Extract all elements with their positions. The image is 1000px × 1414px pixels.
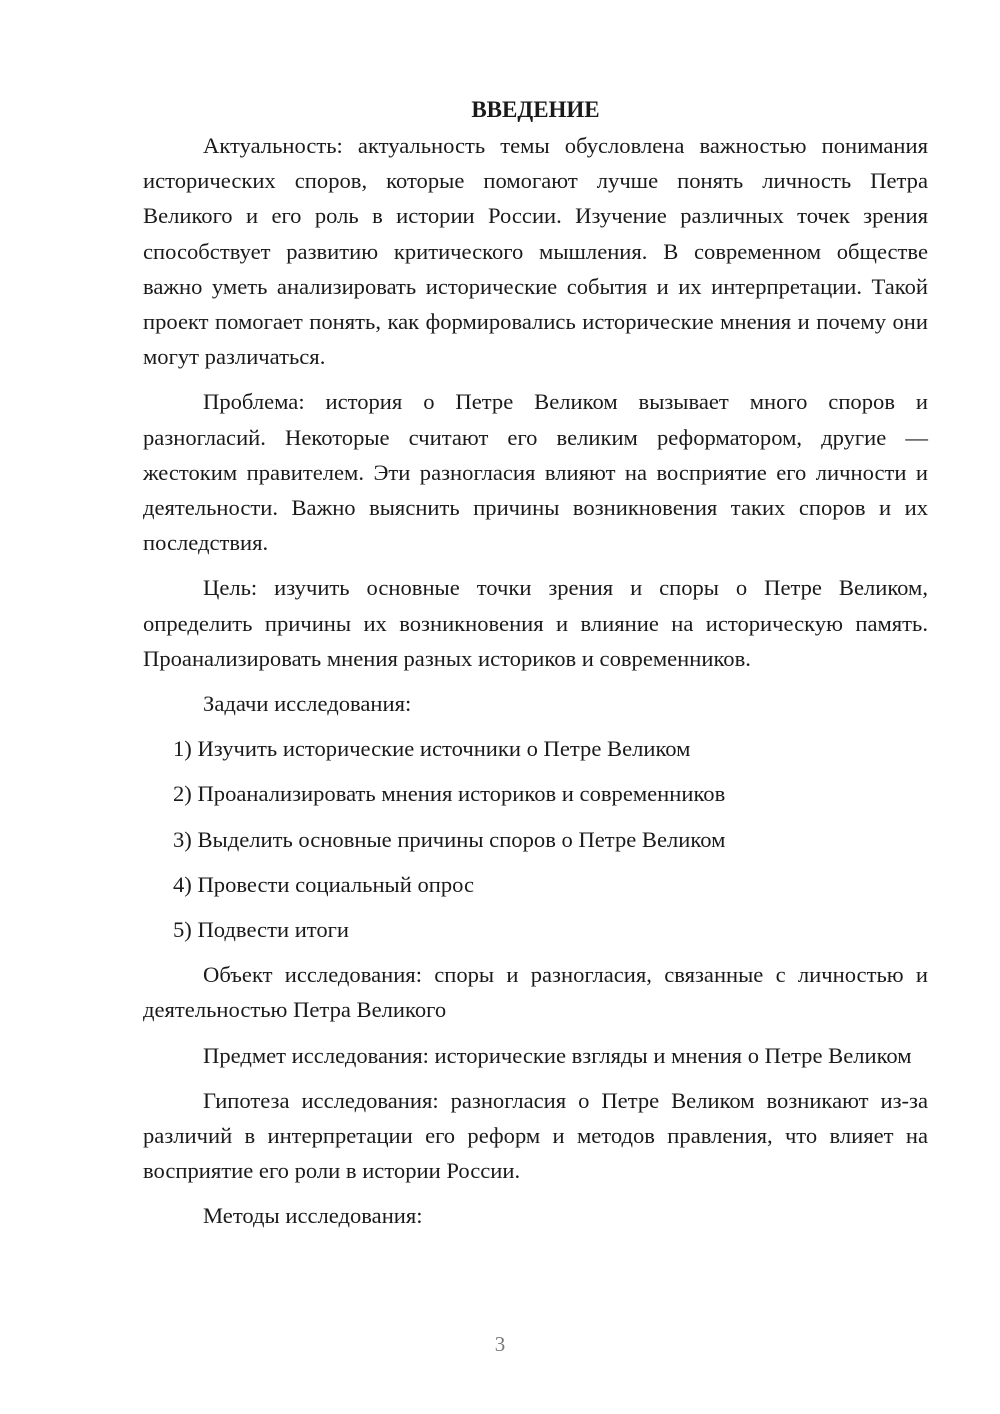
subject-paragraph: Предмет исследования: исторические взгляды и мнения о Петре Великом (203, 1042, 912, 1068)
methods-label: Методы исследования: (203, 1203, 423, 1229)
tasks-label: Задачи исследования: (203, 691, 412, 717)
list-item: 1) Изучить исторические источники о Петре Великом (173, 736, 691, 762)
object-paragraph: Объект исследования: споры и разногласия, связанные с личностью и деятельностью Петра Великого (143, 962, 928, 1023)
problem-paragraph: Проблема: история о Петре Великом вызывает много споров и разногласий. Некоторые считают его великим реформатором, другие — жестоким правителем. Эти разногласия влияют на восприятие его личности и деятельности. Важно выяснить причины возникновения таких споров и их последствия. (143, 389, 928, 556)
tasks-list (143, 731, 928, 947)
list-item: 3) Выделить основные причины споров о Петре Великом (173, 826, 726, 852)
list-item: 5) Подвести итоги (173, 917, 350, 943)
list-item: 4) Провести социальный опрос (173, 871, 475, 897)
hypothesis-paragraph: Гипотеза исследования: разногласия о Петре Великом возникают из-за различий в интерпретации его реформ и методов правления, что влияет на восприятие его роли в истории России. (143, 1087, 928, 1184)
document-page (143, 92, 928, 1234)
goal-paragraph: Цель: изучить основные точки зрения и споры о Петре Великом, определить причины их возникновения и влияние на историческую память. Проанализировать мнения разных историков и современников. (143, 575, 928, 671)
section-heading: ВВЕДЕНИЕ (471, 97, 600, 122)
page-number: 3 (494, 1332, 506, 1356)
relevance-paragraph: Актуальность: актуальность темы обусловлена важностью понимания исторических споров, которые помогают лучше понять личность Петра Великого и его роль в истории России. Изучение различных точек зрения способствует развитию критического мышления. В современном обществе важно уметь анализировать исторические события и их интерпретации. Такой проект помогает понять, как формировались исторические мнения и почему они могут различаться. (143, 133, 928, 370)
list-item: 2) Проанализировать мнения историков и современников (173, 781, 726, 807)
